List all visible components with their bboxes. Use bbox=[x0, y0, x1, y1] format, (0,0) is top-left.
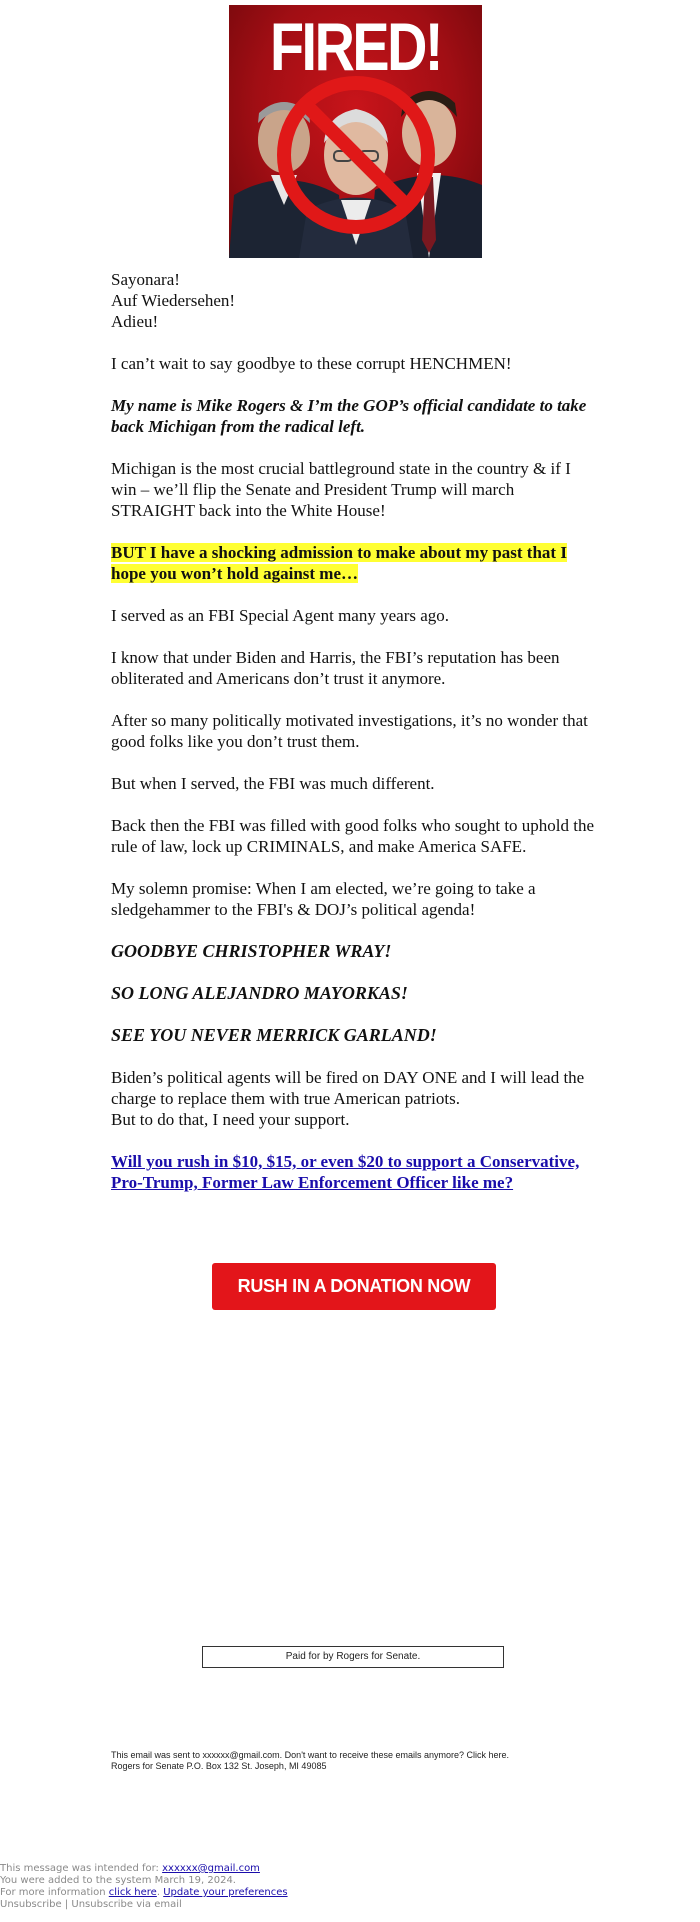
click-here-link[interactable]: click here bbox=[108, 1887, 157, 1898]
email-footer bbox=[111, 1750, 631, 1772]
intro-paragraph: My name is Mike Rogers & I’m the GOP’s official candidate to take back Michigan from the radical left. bbox=[111, 396, 587, 436]
intended-label: This message was intended for: bbox=[0, 1863, 163, 1874]
hero-image bbox=[229, 5, 482, 258]
footer-address: Rogers for Senate P.O. Box 132 St. Joseph, MI 49085 bbox=[111, 1761, 327, 1771]
paragraph: Michigan is the most crucial battleground state in the country & if I win – we’ll flip the Senate and President Trump will march STRAIGHT back into the White House! bbox=[111, 459, 571, 520]
donation-ask-link[interactable]: Will you rush in $10, $15, or even $20 to support a Conservative, Pro-Trump, Former Law Enforcement Officer like me? bbox=[111, 1152, 580, 1192]
greeting-line: Auf Wiedersehen! bbox=[111, 291, 236, 310]
system-footer bbox=[0, 1863, 288, 1911]
unsubscribe-email-link[interactable]: Unsubscribe via email bbox=[71, 1899, 182, 1910]
separator: . bbox=[156, 1887, 164, 1898]
paid-for-disclaimer: Paid for by Rogers for Senate. bbox=[202, 1646, 504, 1668]
email-body bbox=[111, 269, 598, 1214]
paragraph: My solemn promise: When I am elected, we’re going to take a sledgehammer to the FBI's & DOJ’s political agenda! bbox=[111, 879, 536, 919]
paragraph: I can’t wait to say goodbye to these corrupt HENCHMEN! bbox=[111, 354, 512, 373]
unsubscribe-link[interactable]: Unsubscribe bbox=[0, 1899, 62, 1910]
update-preferences-link[interactable]: Update your preferences bbox=[163, 1887, 288, 1898]
goodbye-line: GOODBYE CHRISTOPHER WRAY! bbox=[111, 941, 392, 961]
highlighted-admission: BUT I have a shocking admission to make about my past that I hope you won’t hold against me… bbox=[111, 543, 567, 583]
paragraph: But when I served, the FBI was much different. bbox=[111, 774, 435, 793]
paragraph: But to do that, I need your support. bbox=[111, 1110, 350, 1129]
goodbye-line: SEE YOU NEVER MERRICK GARLAND! bbox=[111, 1025, 437, 1045]
paragraph: Back then the FBI was filled with good folks who sought to uphold the rule of law, lock up CRIMINALS, and make America SAFE. bbox=[111, 816, 595, 856]
paragraph: After so many politically motivated investigations, it’s no wonder that good folks like you don’t trust them. bbox=[111, 711, 588, 751]
paragraph: Biden’s political agents will be fired on DAY ONE and I will lead the charge to replace them with true American patriots. bbox=[111, 1068, 585, 1108]
goodbye-line: SO LONG ALEJANDRO MAYORKAS! bbox=[111, 983, 408, 1003]
added-date: You were added to the system March 19, 2024. bbox=[0, 1875, 236, 1886]
separator: | bbox=[61, 1899, 72, 1910]
hero-title: FIRED! bbox=[269, 9, 442, 85]
more-info-label: For more information bbox=[0, 1887, 109, 1898]
paragraph: I know that under Biden and Harris, the FBI’s reputation has been obliterated and Americans don’t trust it anymore. bbox=[111, 648, 560, 688]
intended-email-link[interactable]: xxxxxx@gmail.com bbox=[162, 1863, 260, 1874]
donate-button[interactable]: RUSH IN A DONATION NOW bbox=[212, 1263, 496, 1310]
paragraph: I served as an FBI Special Agent many years ago. bbox=[111, 606, 450, 625]
greeting-line: Sayonara! bbox=[111, 270, 180, 289]
footer-sent-to: This email was sent to xxxxxx@gmail.com. Don't want to receive these emails anymore? Click here. bbox=[111, 1750, 509, 1760]
greeting-line: Adieu! bbox=[111, 312, 159, 331]
